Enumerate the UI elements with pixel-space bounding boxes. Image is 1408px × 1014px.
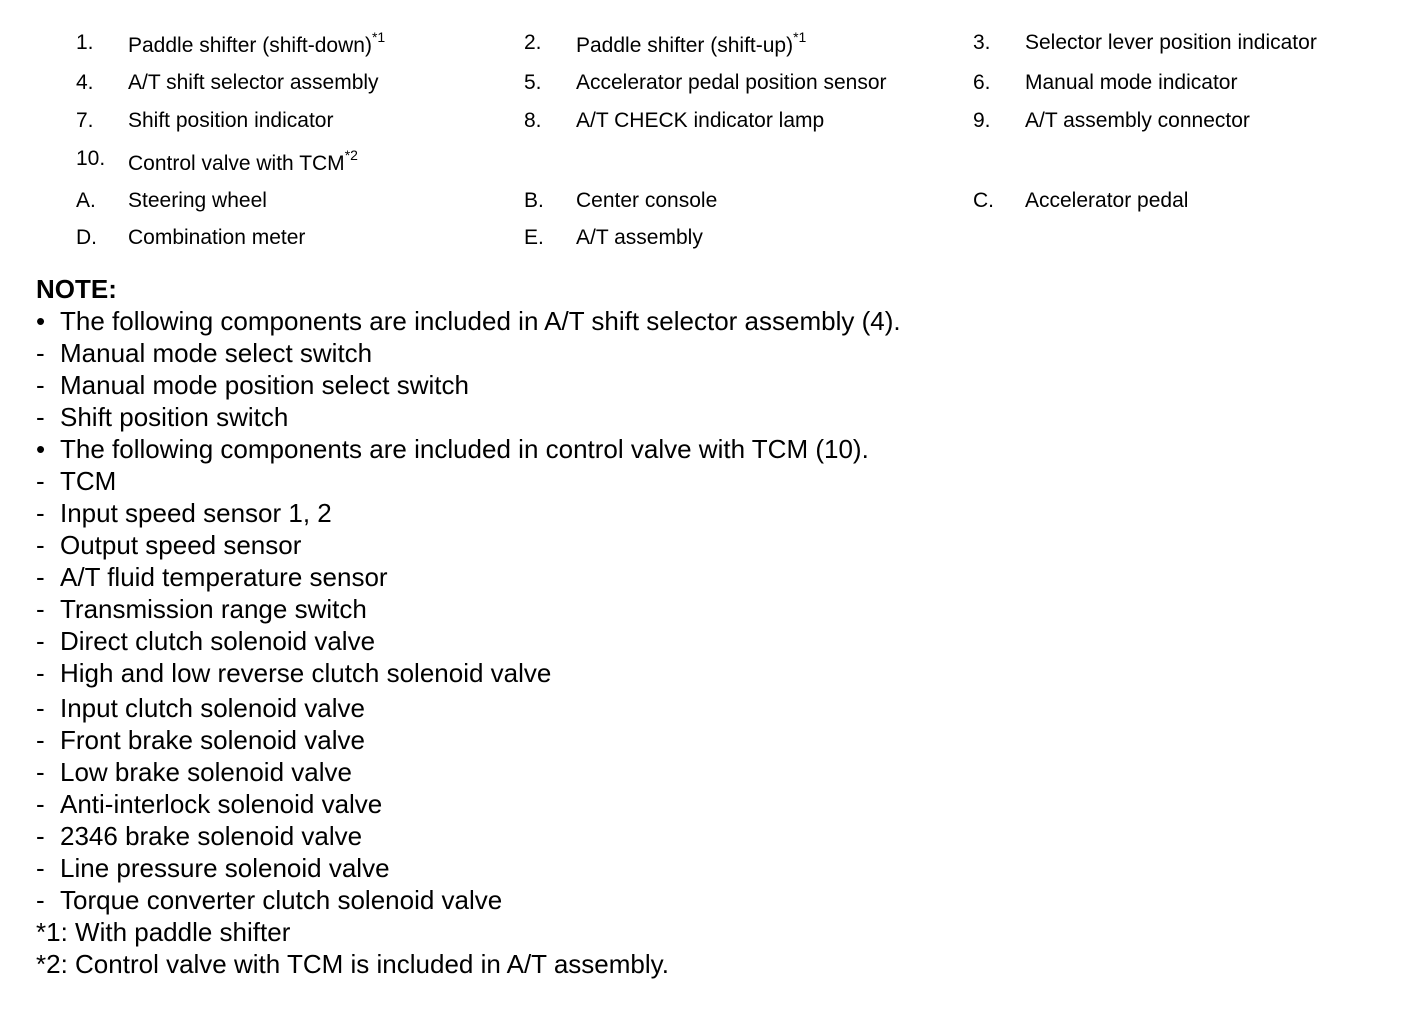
note-sub-item xyxy=(36,337,1396,369)
note-list xyxy=(36,305,1396,916)
note-text: Direct clutch solenoid valve xyxy=(60,626,376,656)
legend-letter: E. xyxy=(524,226,544,249)
legend-label: A/T assembly xyxy=(576,226,703,249)
legend-number: 3. xyxy=(973,31,991,54)
legend-number: 4. xyxy=(76,71,94,94)
legend-label xyxy=(128,31,385,61)
legend-row xyxy=(0,68,1408,98)
legend-footnote-ref: *1 xyxy=(793,29,807,45)
note-sub-item xyxy=(36,529,1396,561)
note-text: 2346 brake solenoid valve xyxy=(60,821,363,851)
legend-letter: C. xyxy=(973,189,994,212)
legend-number: 8. xyxy=(524,109,542,132)
note-text: Low brake solenoid valve xyxy=(60,757,352,787)
legend-label: Steering wheel xyxy=(128,189,267,212)
legend-label: Selector lever position indicator xyxy=(1025,31,1317,54)
legend-label-text: Paddle shifter (shift-down) xyxy=(128,34,372,57)
note-text: Input speed sensor 1, 2 xyxy=(60,498,332,528)
note-sub-item xyxy=(36,820,1396,852)
note-text: Line pressure solenoid valve xyxy=(60,853,390,883)
note-sub-item xyxy=(36,465,1396,497)
dash-marker: - xyxy=(36,693,45,723)
legend-row xyxy=(0,223,1408,253)
legend-label: Combination meter xyxy=(128,226,306,249)
dash-marker: - xyxy=(36,885,45,915)
legend-label: Shift position indicator xyxy=(128,109,334,132)
note-sub-item xyxy=(36,401,1396,433)
note-text: A/T fluid temperature sensor xyxy=(60,562,388,592)
dash-marker: - xyxy=(36,498,45,528)
legend-label xyxy=(128,149,358,179)
note-text: TCM xyxy=(60,466,117,496)
legend-number: 5. xyxy=(524,71,542,94)
dash-marker: - xyxy=(36,821,45,851)
dash-marker: - xyxy=(36,658,45,688)
dash-marker: - xyxy=(36,725,45,755)
note-text: Input clutch solenoid valve xyxy=(60,693,365,723)
note-sub-item xyxy=(36,625,1396,657)
note-sub-item xyxy=(36,657,1396,692)
note-text: High and low reverse clutch solenoid valve xyxy=(60,658,552,688)
legend-label: Manual mode indicator xyxy=(1025,71,1238,94)
bullet-marker: • xyxy=(36,306,46,336)
note-bullet-item xyxy=(36,433,1396,465)
legend-label: Accelerator pedal position sensor xyxy=(576,71,887,94)
note-sub-item xyxy=(36,724,1396,756)
legend-number: 9. xyxy=(973,109,991,132)
note-text: Torque converter clutch solenoid valve xyxy=(60,885,503,915)
note-text: Shift position switch xyxy=(60,402,289,432)
footnote: *1: With paddle shifter xyxy=(36,917,291,947)
dash-marker: - xyxy=(36,530,45,560)
note-sub-item xyxy=(36,369,1396,401)
note-text: Anti-interlock solenoid valve xyxy=(60,789,383,819)
legend-label: A/T assembly connector xyxy=(1025,109,1250,132)
dash-marker: - xyxy=(36,370,45,400)
note-sub-item xyxy=(36,561,1396,593)
note-bullet-item xyxy=(36,305,1396,337)
legend-number: 7. xyxy=(76,109,94,132)
dash-marker: - xyxy=(36,757,45,787)
note-text: Transmission range switch xyxy=(60,594,367,624)
note-sub-item xyxy=(36,852,1396,884)
note-text: Output speed sensor xyxy=(60,530,302,560)
note-text: Manual mode select switch xyxy=(60,338,373,368)
legend-label: A/T CHECK indicator lamp xyxy=(576,109,825,132)
legend-number: 6. xyxy=(973,71,991,94)
note-section xyxy=(36,273,1396,980)
legend-row xyxy=(0,186,1408,216)
legend-label: A/T shift selector assembly xyxy=(128,71,379,94)
note-text: Front brake solenoid valve xyxy=(60,725,365,755)
legend-letter: B. xyxy=(524,189,544,212)
dash-marker: - xyxy=(36,338,45,368)
legend-row xyxy=(0,144,1408,174)
note-sub-item xyxy=(36,884,1396,916)
dash-marker: - xyxy=(36,594,45,624)
legend-number: 1. xyxy=(76,31,94,54)
legend-number: 2. xyxy=(524,31,542,54)
footnote-list xyxy=(36,916,1396,980)
legend-footnote-ref: *1 xyxy=(371,29,386,45)
note-sub-item xyxy=(36,497,1396,529)
legend-label xyxy=(576,31,806,61)
legend-label-text: Control valve with TCM xyxy=(128,152,345,175)
note-text: The following components are included in A/T shift selector assembly (4). xyxy=(60,306,901,336)
note-sub-item xyxy=(36,788,1396,820)
note-text: The following components are included in control valve with TCM (10). xyxy=(60,434,869,464)
dash-marker: - xyxy=(36,466,45,496)
legend-letter: D. xyxy=(76,226,97,249)
legend-row xyxy=(0,106,1408,136)
dash-marker: - xyxy=(36,402,45,432)
note-text: Manual mode position select switch xyxy=(60,370,469,400)
dash-marker: - xyxy=(36,626,45,656)
legend-label-text: Paddle shifter (shift-up) xyxy=(576,34,794,57)
footnote: *2: Control valve with TCM is included in A/T assembly. xyxy=(36,949,669,979)
legend-label: Center console xyxy=(576,189,718,212)
dash-marker: - xyxy=(36,789,45,819)
legend-footnote-ref: *2 xyxy=(344,147,358,163)
note-title: NOTE: xyxy=(36,274,117,304)
note-sub-item xyxy=(36,692,1396,724)
note-sub-item xyxy=(36,756,1396,788)
note-sub-item xyxy=(36,593,1396,625)
bullet-marker: • xyxy=(36,434,46,464)
dash-marker: - xyxy=(36,562,45,592)
legend-row xyxy=(0,28,1408,58)
legend-label: Accelerator pedal xyxy=(1025,189,1189,212)
legend-number: 10. xyxy=(76,147,106,170)
dash-marker: - xyxy=(36,853,45,883)
legend-letter: A. xyxy=(76,189,96,212)
